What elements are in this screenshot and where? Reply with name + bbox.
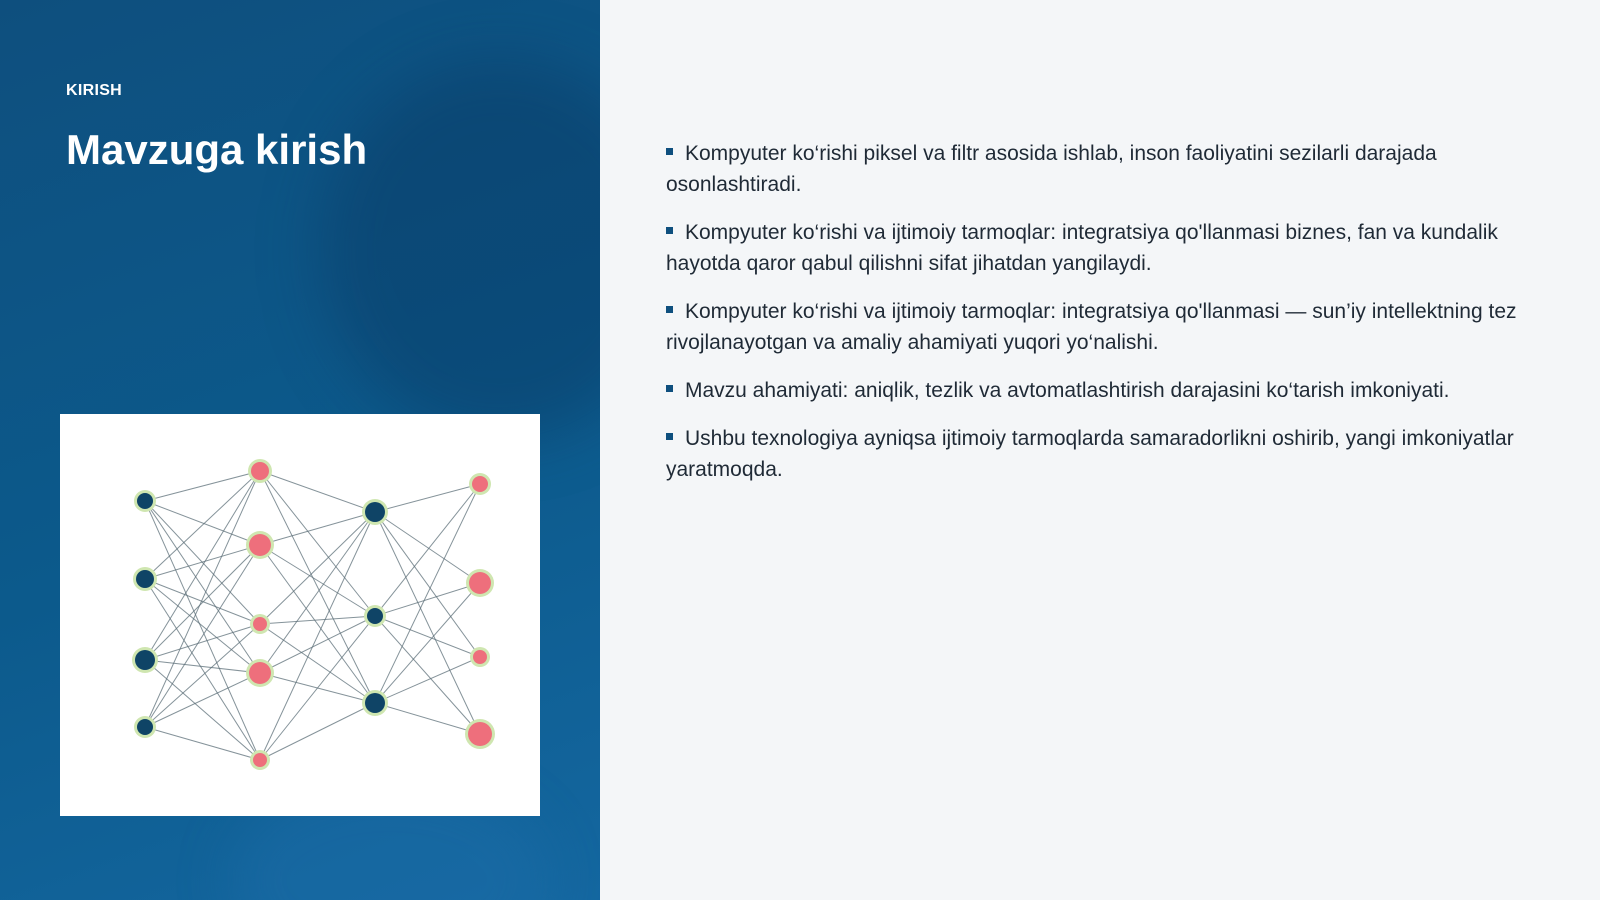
connection-line [375, 583, 480, 616]
connection-line [260, 512, 375, 673]
connection-line [145, 501, 260, 760]
network-node [249, 534, 271, 556]
network-node [253, 617, 267, 631]
bullet-text: Mavzu ahamiyati: aniqlik, tezlik va avtomatlashtirish darajasini ko‘tarish imkoniyati. [685, 379, 1450, 402]
connection-line [375, 484, 480, 512]
connection-line [260, 616, 375, 760]
bullet-item [666, 217, 1536, 279]
section-label: KIRISH [66, 82, 123, 99]
network-node [365, 693, 385, 713]
bullet-list [666, 138, 1536, 502]
bullet-item [666, 138, 1536, 200]
bullet-square-icon [666, 306, 673, 313]
bullet-square-icon [666, 148, 673, 155]
network-node [253, 753, 267, 767]
connection-line [145, 471, 260, 501]
connection-line [375, 484, 480, 703]
network-node [251, 462, 269, 480]
network-node [249, 662, 271, 684]
bullet-square-icon [666, 385, 673, 392]
bullet-text: Kompyuter ko‘rishi piksel va filtr asosida ishlab, inson faoliyatini sezilarli darajada osonlashtiradi. [666, 142, 1437, 196]
bullet-text: Kompyuter ko‘rishi va ijtimoiy tarmoqlar: integratsiya qo'llanmasi — sun’iy intellektning tez rivojlanayotgan va amaliy ahamiyati yuqori yo‘nalishi. [666, 300, 1517, 354]
bullet-item [666, 296, 1536, 358]
connection-line [375, 512, 480, 657]
network-node [367, 608, 383, 624]
network-node [137, 493, 153, 509]
neural-network-image [60, 414, 540, 816]
connection-line [375, 512, 480, 583]
connection-line [260, 616, 375, 624]
bullet-square-icon [666, 227, 673, 234]
connection-line [145, 660, 260, 673]
network-node [365, 502, 385, 522]
connection-line [145, 471, 260, 727]
connection-line [375, 703, 480, 734]
content-panel [600, 0, 1600, 900]
connection-line [375, 657, 480, 703]
connection-line [375, 512, 480, 734]
bullet-square-icon [666, 433, 673, 440]
connection-line [145, 579, 260, 624]
network-node [472, 476, 488, 492]
connection-line [260, 545, 375, 616]
connection-line [260, 703, 375, 760]
bullet-text: Kompyuter ko‘rishi va ijtimoiy tarmoqlar: integratsiya qo'llanmasi biznes, fan va kundalik hayotda qaror qabul qilishni sifat jihatdan yangilaydi. [666, 221, 1498, 275]
connection-line [375, 583, 480, 703]
connection-line [375, 616, 480, 734]
slide-title: Mavzuga kirish [66, 126, 368, 173]
connection-line [145, 501, 260, 545]
neural-network-diagram [60, 414, 540, 816]
connections [145, 471, 480, 760]
connection-line [375, 484, 480, 616]
network-node [473, 650, 487, 664]
left-panel [0, 0, 600, 900]
bullet-item [666, 375, 1536, 406]
network-node [137, 719, 153, 735]
network-node [136, 570, 154, 588]
network-node [135, 650, 155, 670]
connection-line [145, 579, 260, 673]
background-shape [320, 60, 600, 440]
network-node [469, 572, 491, 594]
connection-line [145, 501, 260, 673]
network-node [468, 722, 492, 746]
bullet-item [666, 423, 1536, 485]
connection-line [260, 471, 375, 616]
bullet-text: Ushbu texnologiya ayniqsa ijtimoiy tarmoqlarda samaradorlikni oshirib, yangi imkoniyatlar yaratmoqda. [666, 427, 1514, 481]
